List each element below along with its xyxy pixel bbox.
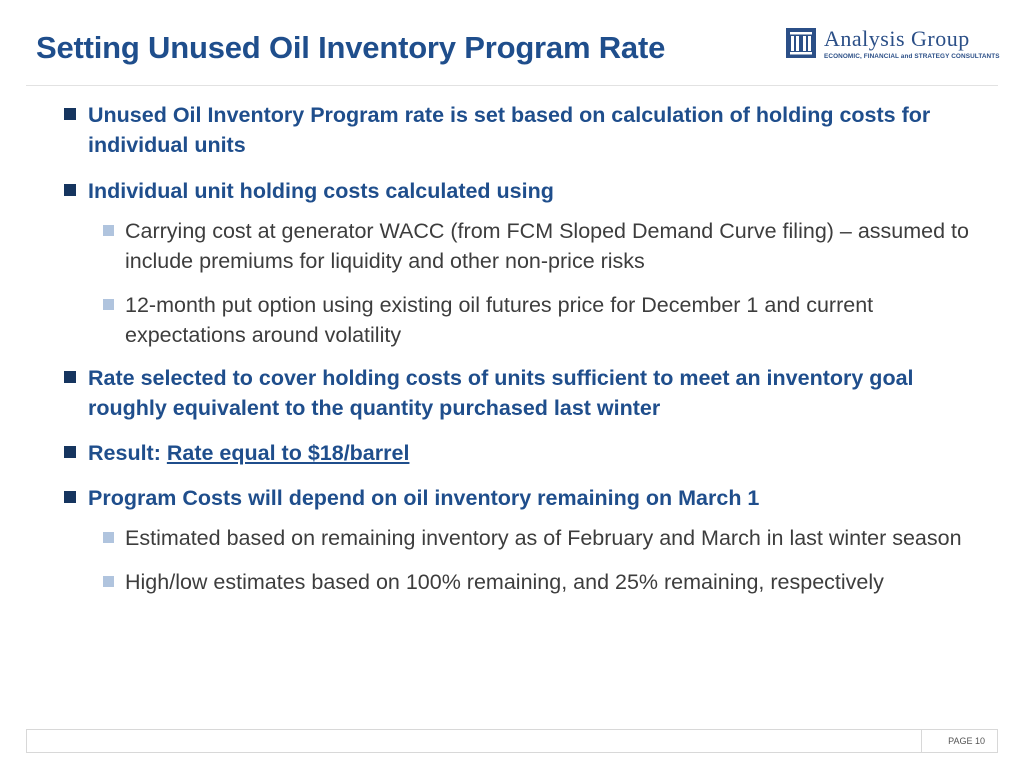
building-columns-icon xyxy=(786,28,816,58)
sub-bullet-carrying-cost xyxy=(60,216,990,276)
footer-divider xyxy=(921,730,922,752)
slide-body xyxy=(60,100,990,597)
bullet-result-value: Rate equal to $18/barrel xyxy=(166,441,410,465)
bullet-program-costs-text: Program Costs will depend on oil inventory remaining on March 1 xyxy=(88,486,760,510)
bullet-rate-selection xyxy=(60,363,990,423)
bullet-rate-selection-text: Rate selected to cover holding costs of units sufficient to meet an inventory goal roughly equivalent to the quantity purchased last winter xyxy=(88,366,914,420)
bullet-holding-costs-text: Individual unit holding costs calculated using xyxy=(88,179,554,203)
sub-bullet-estimate-basis-text: Estimated based on remaining inventory as of February and March in last winter season xyxy=(125,526,962,550)
sub-bullet-high-low xyxy=(60,567,990,597)
bullet-program-costs xyxy=(60,483,990,513)
page-number: PAGE 10 xyxy=(948,736,985,746)
bullet-result-prefix: Result: xyxy=(88,441,161,465)
bullet-rate-basis xyxy=(60,100,990,160)
footer-bar xyxy=(26,729,998,753)
bullet-rate-basis-text: Unused Oil Inventory Program rate is set based on calculation of holding costs for individual units xyxy=(88,103,931,157)
logo-name: Analysis Group xyxy=(824,26,970,51)
analysis-group-logo xyxy=(786,27,1000,63)
bullet-holding-costs xyxy=(60,176,990,206)
slide-title: Setting Unused Oil Inventory Program Rate xyxy=(36,30,666,65)
bullet-result xyxy=(60,438,990,468)
sub-bullet-put-option-text: 12-month put option using existing oil futures price for December 1 and current expectations around volatility xyxy=(125,293,874,347)
sub-bullet-carrying-cost-text: Carrying cost at generator WACC (from FCM Sloped Demand Curve filing) – assumed to include premiums for liquidity and other non-price risks xyxy=(125,219,969,273)
sub-bullet-high-low-text: High/low estimates based on 100% remaining, and 25% remaining, respectively xyxy=(125,570,884,594)
sub-bullet-put-option xyxy=(60,290,990,350)
header-divider xyxy=(26,85,998,86)
logo-tagline: ECONOMIC, FINANCIAL and STRATEGY CONSULTANTS xyxy=(824,53,1000,60)
sub-bullet-estimate-basis xyxy=(60,523,990,553)
